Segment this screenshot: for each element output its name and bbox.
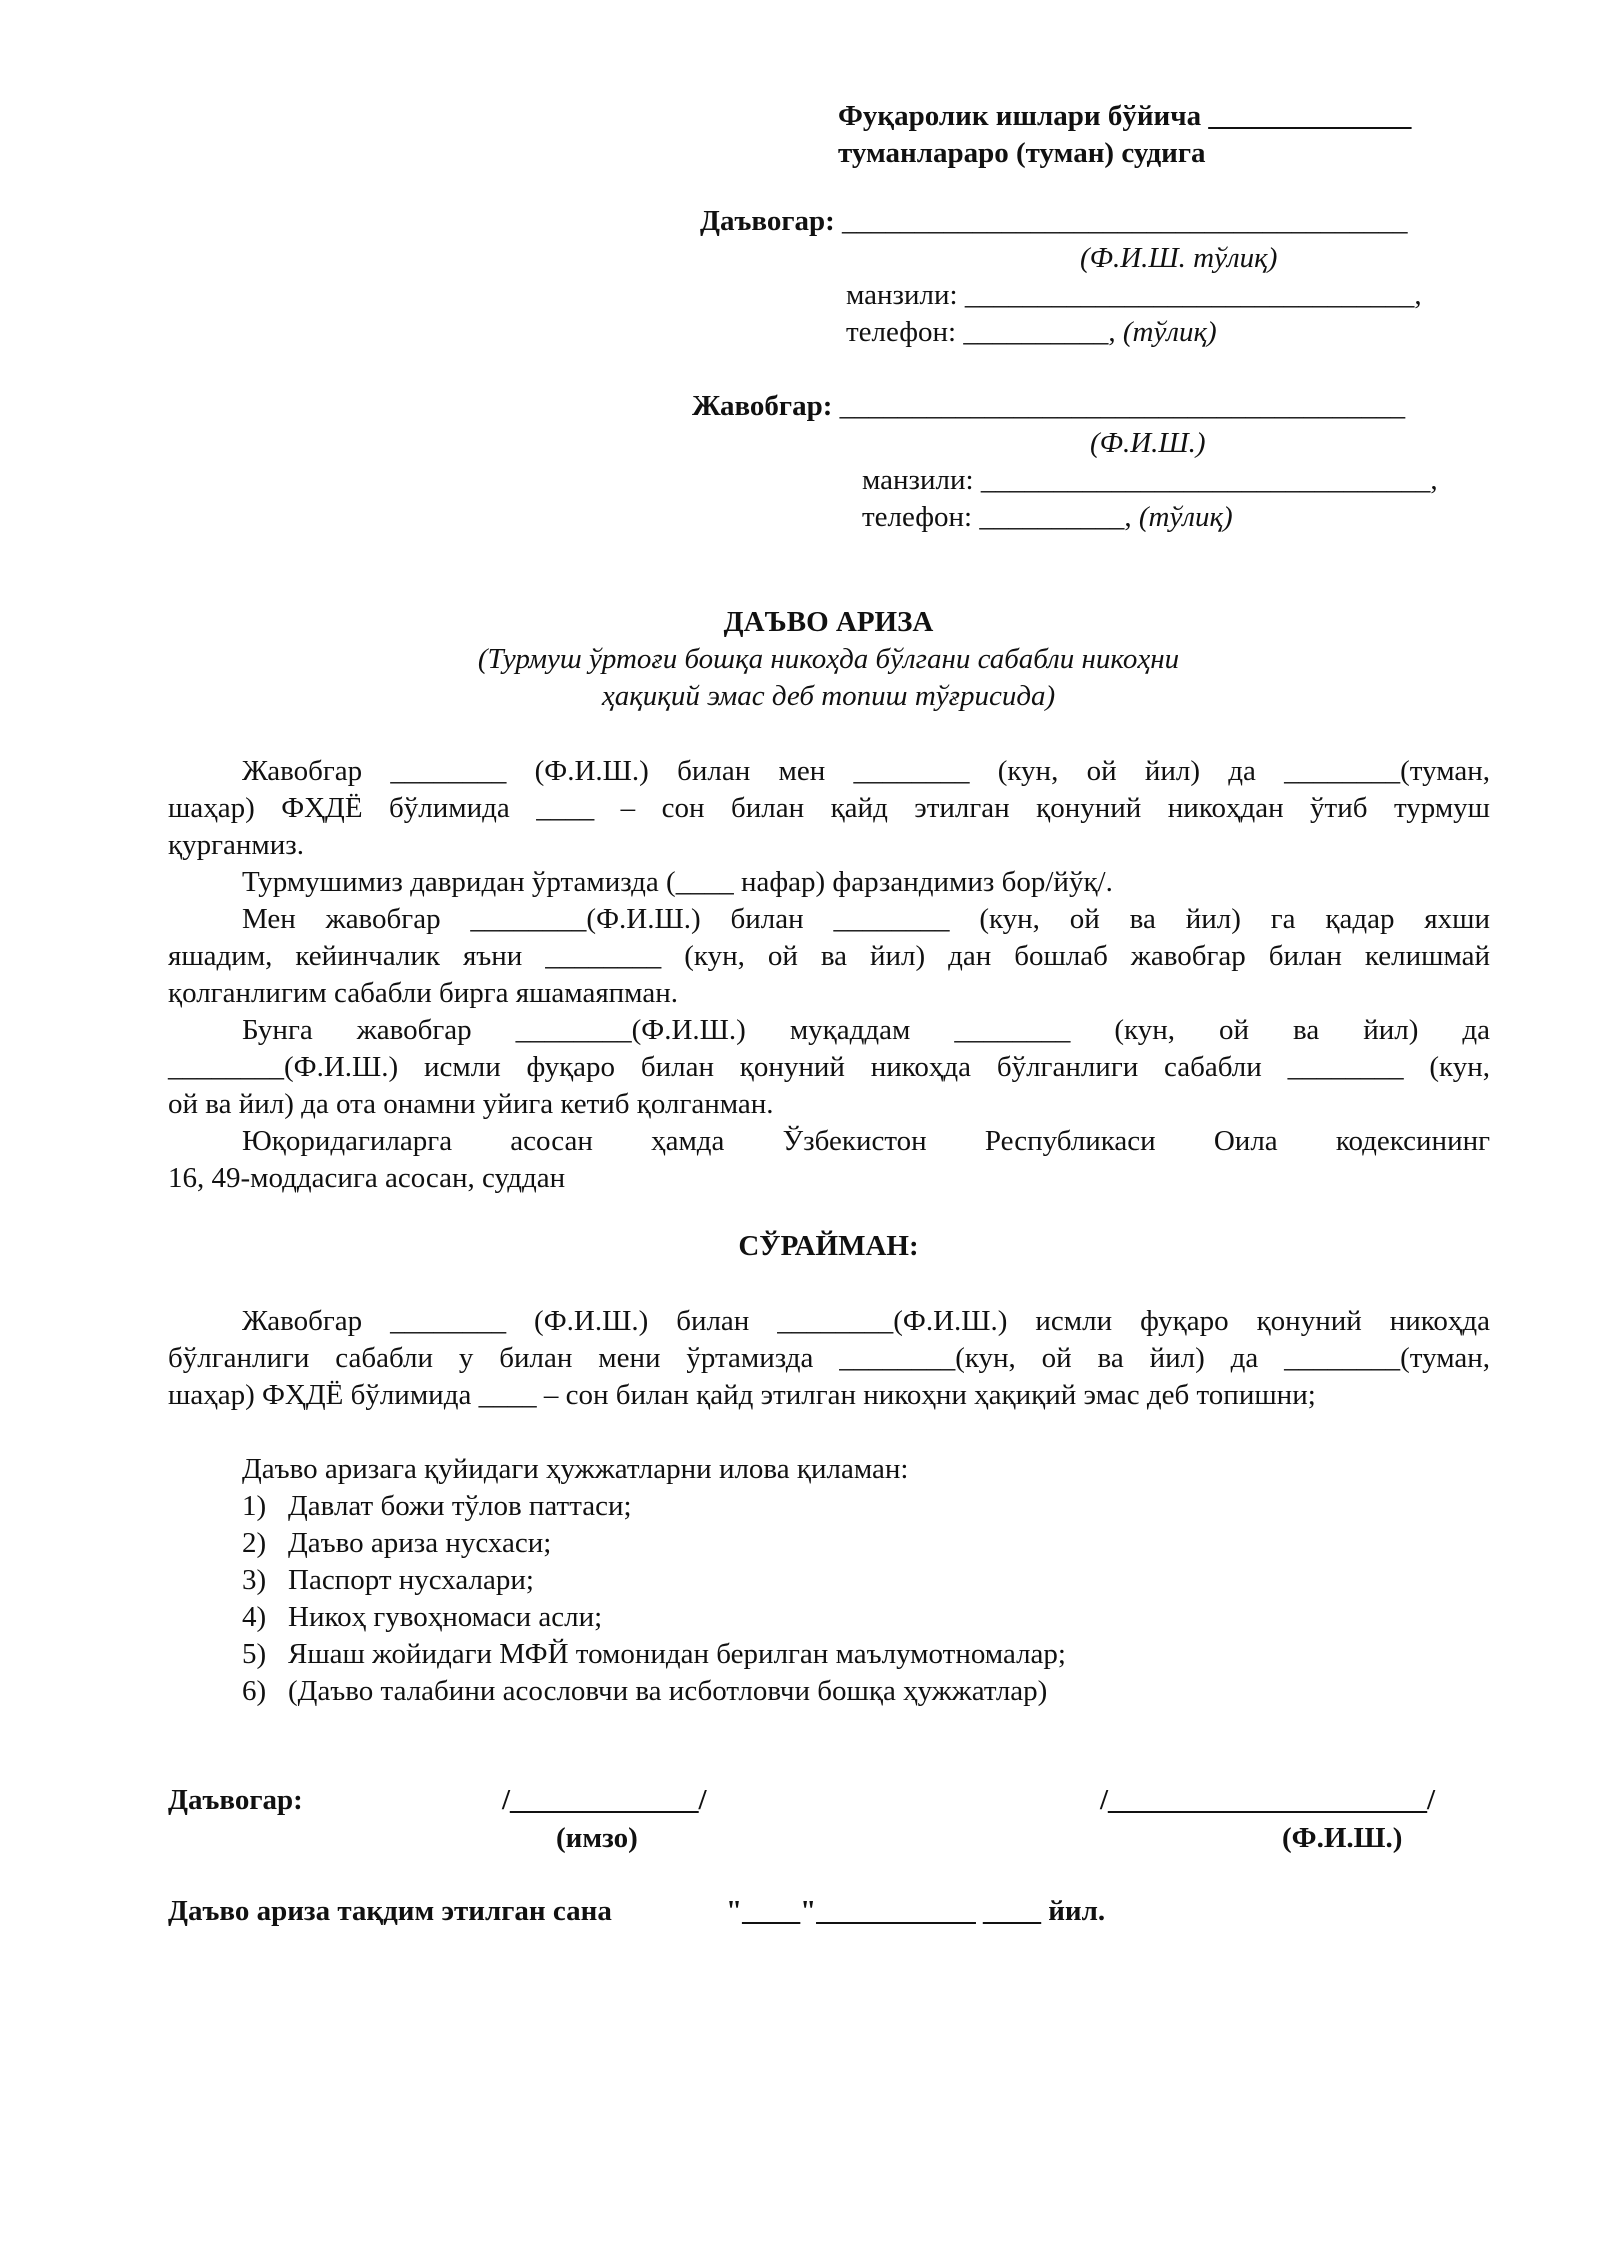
attachments-intro: Даъво аризага қуйидаги ҳужжатларни илова қиламан: (242, 1453, 909, 1485)
attachment-text: Давлат божи тўлов паттаси; (288, 1490, 632, 1522)
attachment-number: 6) (242, 1675, 267, 1707)
name-caption: (Ф.И.Ш.) (1282, 1822, 1403, 1854)
attachment-item (242, 1525, 551, 1562)
paragraph-1-line-3: қурганмиз. (168, 829, 304, 861)
defendant-label: Жавобгар: (692, 390, 840, 422)
request-heading: СЎРАЙМАН: (738, 1230, 919, 1262)
attachment-item (242, 1599, 602, 1636)
document-subtitle-2: ҳақиқий эмас деб топиш тўғрисида) (601, 680, 1056, 712)
defendant-address: манзили: _______________________________, (862, 464, 1438, 496)
attachment-number: 5) (242, 1638, 267, 1670)
attachment-number: 2) (242, 1527, 267, 1559)
paragraph-3-line-2: яшадим, кейинчалик яъни ________ (кун, ой ва йил) дан бошлаб жавобгар билан келишмай (168, 940, 1490, 972)
defendant-name-hint: (Ф.И.Ш.) (1090, 427, 1206, 459)
attachment-text: Паспорт нусхалари; (288, 1564, 534, 1596)
defendant-name-blank: _______________________________________ (839, 390, 1406, 422)
attachment-number: 3) (242, 1564, 267, 1596)
submission-date-value: "____"___________ ____ йил. (726, 1895, 1106, 1927)
defendant-phone-hint: (тўлиқ) (1138, 501, 1233, 533)
paragraph-1-line-2: шаҳар) ФҲДЁ бўлимида ____ – сон билан қайд этилган қонуний никоҳдан ўтиб турмуш (168, 792, 1490, 824)
document-title: ДАЪВО АРИЗА (723, 606, 934, 638)
plaintiff-name-hint: (Ф.И.Ш. тўлиқ) (1080, 242, 1278, 274)
attachment-text: Никоҳ гувоҳномаси асли; (288, 1601, 603, 1633)
paragraph-4-line-3: ой ва йил) да ота онамни уйига кетиб қолганман. (168, 1088, 774, 1120)
attachment-text: Даъво ариза нусхаси; (288, 1527, 552, 1559)
name-line: /______________________/ (1100, 1784, 1436, 1816)
plaintiff-address: манзили: _______________________________, (846, 279, 1422, 311)
plaintiff-name-blank: _______________________________________ (842, 205, 1408, 237)
attachment-number: 4) (242, 1601, 267, 1633)
defendant-phone-prefix: телефон: __________, (862, 501, 1139, 533)
paragraph-4-line-1: Бунга жавобгар ________(Ф.И.Ш.) муқаддам ________ (кун, ой ва йил) да (242, 1014, 1490, 1046)
defendant-phone (862, 499, 1233, 536)
paragraph-1-line-1: Жавобгар ________ (Ф.И.Ш.) билан мен ________ (кун, ой йил) да ________(туман, (242, 755, 1490, 787)
attachment-text: Яшаш жойидаги МФЙ томонидан берилган маълумотномалар; (288, 1638, 1066, 1670)
signature-caption: (имзо) (556, 1822, 638, 1854)
plaintiff-row (700, 203, 1408, 240)
paragraph-5-line-1: Юқоридагиларга асосан ҳамда Ўзбекистон Республикаси Оила кодексининг (242, 1125, 1490, 1157)
document-subtitle-1: (Турмуш ўртоғи бошқа никоҳда бўлгани сабабли никоҳни (477, 643, 1180, 675)
attachment-item (242, 1673, 1047, 1710)
request-line-1: Жавобгар ________ (Ф.И.Ш.) билан ________(Ф.И.Ш.) исмли фуқаро қонуний никоҳда (242, 1305, 1490, 1337)
plaintiff-phone-hint: (тўлиқ) (1122, 316, 1217, 348)
attachment-number: 1) (242, 1490, 267, 1522)
court-line-1: Фуқаролик ишлари бўйича ______________ (838, 100, 1412, 132)
paragraph-3-line-3: қолганлигим сабабли бирга яшамаяпман. (168, 977, 678, 1009)
signature-label: Даъвогар: (168, 1784, 303, 1816)
request-line-3: шаҳар) ФҲДЁ бўлимида ____ – сон билан қайд этилган никоҳни ҳақиқий эмас деб топишни; (168, 1379, 1316, 1411)
defendant-row (692, 388, 1405, 425)
paragraph-4-line-2: ________(Ф.И.Ш.) исмли фуқаро билан қонуний никоҳда бўлганлиги сабабли ________ (кун, (168, 1051, 1490, 1083)
plaintiff-label: Даъвогар: (700, 205, 843, 237)
plaintiff-phone-prefix: телефон: __________, (846, 316, 1123, 348)
submission-date-label: Даъво ариза тақдим этилган сана (168, 1895, 612, 1927)
attachment-item (242, 1636, 1066, 1673)
request-line-2: бўлганлиги сабабли у билан мени ўртамизда ________(кун, ой ва йил) да ________(туман, (168, 1342, 1490, 1374)
signature-line: /_____________/ (502, 1784, 707, 1816)
attachment-item (242, 1488, 632, 1525)
plaintiff-phone (846, 314, 1217, 351)
court-line-2: туманлараро (туман) судига (838, 137, 1206, 169)
attachment-text: (Даъво талабини асословчи ва исботловчи бошқа ҳужжатлар) (288, 1675, 1048, 1707)
attachment-item (242, 1562, 534, 1599)
paragraph-3-line-1: Мен жавобгар ________(Ф.И.Ш.) билан ________ (кун, ой ва йил) га қадар яхши (242, 903, 1490, 935)
paragraph-5-line-2: 16, 49-моддасига асосан, суддан (168, 1162, 566, 1194)
paragraph-2: Турмушимиз давридан ўртамизда (____ нафар) фарзандимиз бор/йўқ/. (242, 866, 1113, 898)
